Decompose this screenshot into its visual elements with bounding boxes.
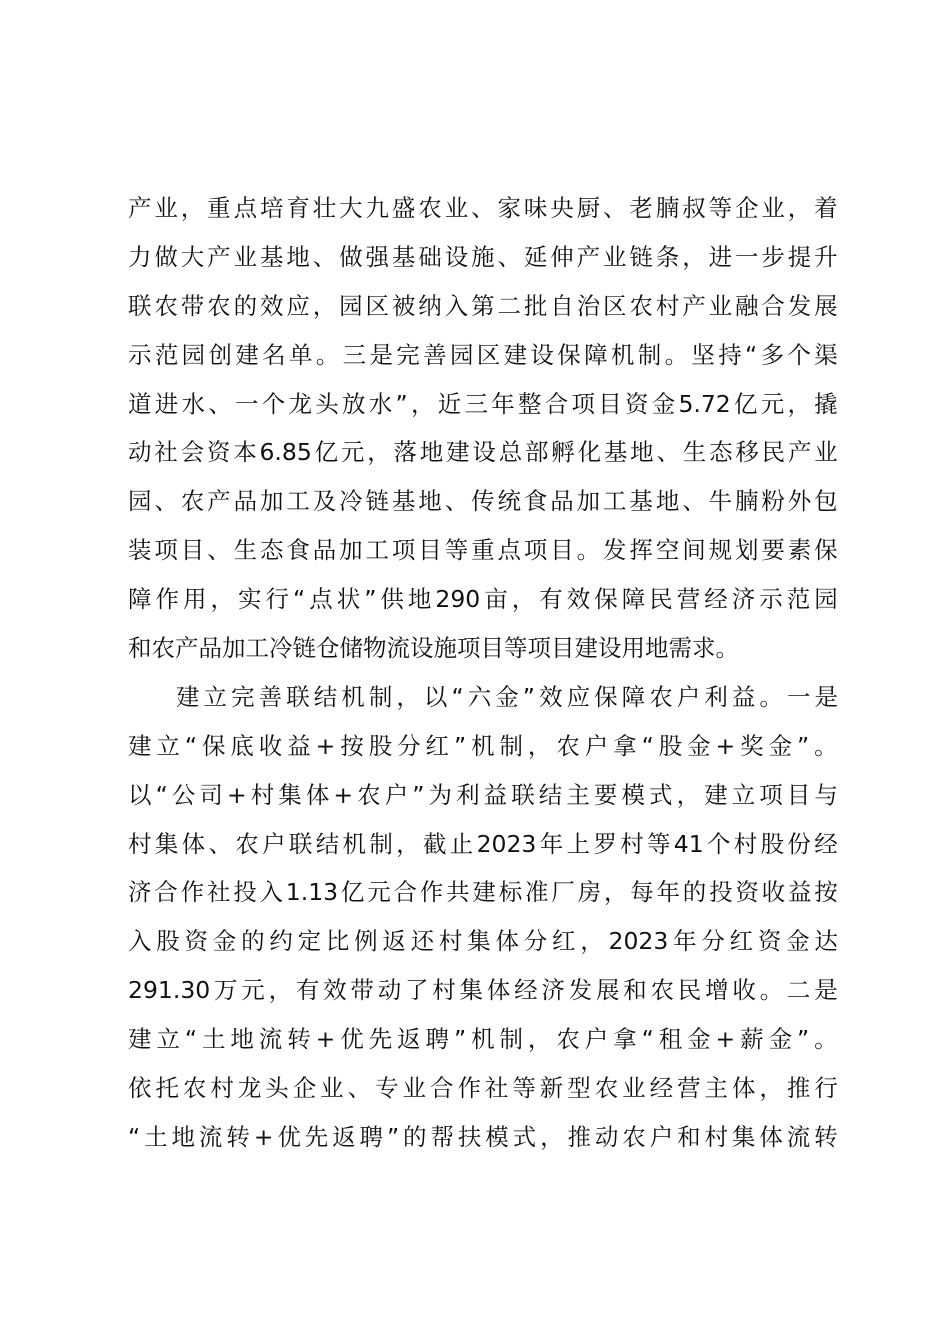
text-line: 园 、 农 产 品 加 工 及 冷 链 基 地 、 传 统 食 品 加 工 基 地 、 牛 腩 粉 外 包 — [128, 487, 838, 516]
text-line: 示 范 园 创 建 名 单 。 三 是 完 善 园 区 建 设 保 障 机 制 。 坚 持 “ 多 个 渠 — [128, 340, 838, 369]
text-line: 入 股 资 金 的 约 定 比 例 返 还 村 集 体 分 红 ， 2023 年 分 红 资 金 达 — [128, 927, 838, 956]
text-line: 建 立 “ 土 地 流 转 + 优 先 返 聘 ” 机 制 ， 农 户 拿 “ 租 金 + 薪 金 ” 。 — [128, 1025, 838, 1054]
text-line: 以 “ 公 司 + 村 集 体 + 农 户 ” 为 利 益 联 结 主 要 模 式 ， 建 立 项 目 与 — [128, 780, 838, 809]
text-line: 依 托 农 村 龙 头 企 业 、 专 业 合 作 社 等 新 型 农 业 经 营 主 体 ， 推 行 — [128, 1074, 838, 1103]
body-text — [128, 184, 838, 1162]
text-line: 产 业 ， 重 点 培 育 壮 大 九 盛 农 业 、 家 味 央 厨 、 老 腩 叔 等 企 业 ， 着 — [128, 194, 838, 222]
text-line: 联 农 带 农 的 效 应 ， 园 区 被 纳 入 第 二 批 自 治 区 农 村 产 业 融 合 发 展 — [128, 291, 838, 320]
text-line: 济 合 作 社 投 入 1.13 亿 元 合 作 共 建 标 准 厂 房 ， 每 年 的 投 资 收 益 按 — [128, 878, 838, 907]
text-line: 道 进 水 、 一 个 龙 头 放 水 ” ， 近 三 年 整 合 项 目 资 金 5.72 亿 元 ， 撬 — [128, 389, 838, 418]
text-line: 291.30 万 元 ， 有 效 带 动 了 村 集 体 经 济 发 展 和 农 民 增 收 。 二 是 — [128, 976, 838, 1005]
text-line: 障 作 用 ， 实 行 “ 点 状 ” 供 地 290 亩 ， 有 效 保 障 民 营 经 济 示 范 园 — [128, 585, 838, 614]
text-line: 建 立 “ 保 底 收 益 + 按 股 分 红 ” 机 制 ， 农 户 拿 “ 股 金 + 奖 金 ” 。 — [128, 731, 838, 760]
text-line: “ 土 地 流 转 + 优 先 返 聘 ” 的 帮 扶 模 式 ， 推 动 农 户 和 村 集 体 流 转 — [128, 1122, 838, 1151]
text-line: 动 社 会 资 本 6.85 亿 元 ， 落 地 建 设 总 部 孵 化 基 地 、 生 态 移 民 产 业 — [128, 438, 838, 467]
paragraph-start-line: 建 立 完 善 联 结 机 制 ， 以 “ 六 金 ” 效 应 保 障 农 户 利 益 。 一 是 — [176, 682, 838, 711]
text-line: 力 做 大 产 业 基 地 、 做 强 基 础 设 施 、 延 伸 产 业 链 条 ， 进 一 步 提 升 — [128, 242, 838, 271]
paragraph-end-line: 和农产品加工冷链仓储物流设施项目等项目建设用地需求。 — [128, 634, 739, 663]
text-line: 装 项 目 、 生 态 食 品 加 工 项 目 等 重 点 项 目 。 发 挥 空 间 规 划 要 素 保 — [128, 536, 838, 565]
text-line: 村 集 体 、 农 户 联 结 机 制 ， 截 止 2023 年 上 罗 村 等 41 个 村 股 份 经 — [128, 829, 838, 858]
